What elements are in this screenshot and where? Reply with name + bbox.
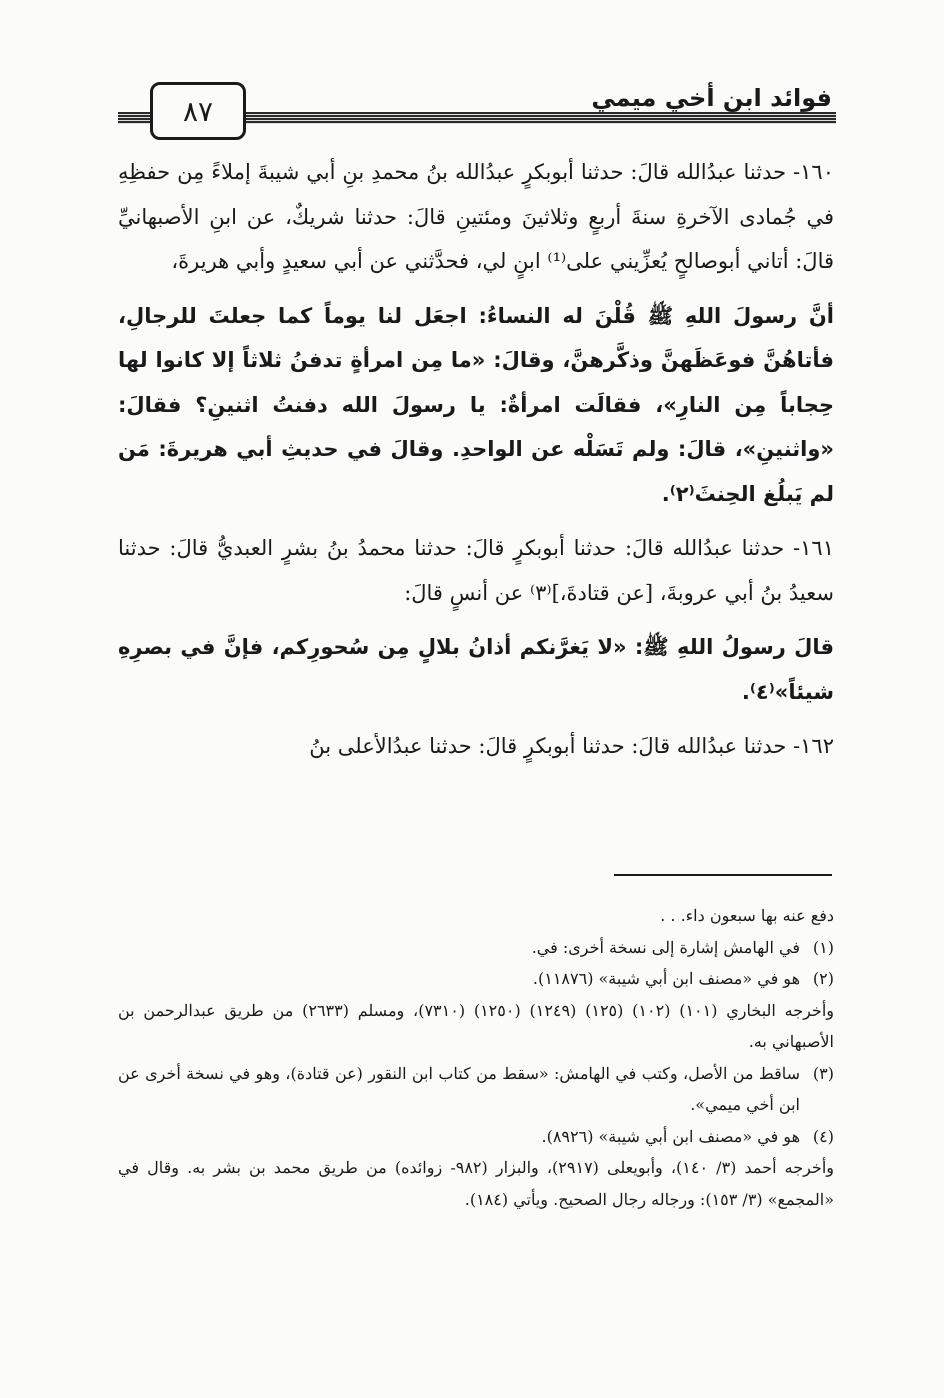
footnote-2-continuation: وأخرجه البخاري (١٠١) (١٠٢) (١٢٥) (١٢٤٩) (١٢٥٠) (٧٣١٠)، ومسلم (٢٦٣٣) من طريق عبدالرحمن بن الأصبهاني به.: [118, 1000, 834, 1051]
footnote-3: [118, 1058, 834, 1121]
footnote-text: ساقط من الأصل، وكتب في الهامش: «سقط من كتاب ابن النقور (عن قتادة)، وهو في نسخة أخرى عن ابن أخي ميمي».: [118, 1063, 800, 1114]
main-text: [118, 150, 834, 769]
footnote-text: هو في «مصنف ابن أبي شيبة» (١١٨٧٦).: [532, 969, 800, 988]
footnote-number: (٤): [812, 1126, 834, 1146]
footnote-text: هو في «مصنف ابن أبي شيبة» (٨٩٢٦).: [541, 1126, 800, 1146]
footnotes: [118, 900, 834, 1215]
running-header-title: فوائد ابن أخي ميمي: [591, 84, 832, 112]
hadith-160-matn: أنَّ رسولَ اللهِ ﷺ قُلْنَ له النساءُ: اجعَل لنا يوماً كما جعلتَ للرجالِ، فأتاهُنَّ فوعَظَهنَّ وذكَّرهنَّ، وقالَ: «ما مِن امرأةٍ تدفنُ ثلاثاً إلا كانوا لها حِجاباً مِن النارِ»، فقالَت امرأةٌ: يا رسولَ الله دفنتُ اثنينِ؟ فقالَ: «واثنينِ»، قالَ: ولم تَسَلْه عن الواحدِ. وقالَ في حديثِ أبي هريرةَ: مَن لم يَبلُغ الحِنثَ⁽٢⁾.: [118, 303, 834, 506]
footnote-1: [118, 932, 834, 964]
footnote-2: [118, 963, 834, 995]
footnote-number: (١): [812, 937, 834, 957]
footnote-number: (٢): [812, 969, 834, 988]
hadith-160-isnad: ١٦٠- حدثنا عبدُالله قالَ: حدثنا أبوبكرٍ عبدُالله بنُ محمدِ بنِ أبي شيبةَ إملاءً مِن حفظِهِ في جُمادى الآخرةِ سنةَ أربعٍ وثلاثينَ ومئتينِ قالَ: حدثنا شريكٌ، عن ابنِ الأصبهانيِّ قالَ: أتاني أبوصالحٍ يُعزِّيني على⁽¹⁾ ابنٍ لي، فحدَّثني عن أبي سعيدٍ وأبي هريرةَ،: [118, 160, 834, 273]
footnote-4: [118, 1121, 834, 1153]
page-number: ٨٧: [182, 94, 214, 128]
hadith-161-isnad: ١٦١- حدثنا عبدُالله قالَ: حدثنا أبوبكرٍ قالَ: حدثنا محمدُ بنُ بشرٍ العبديُّ قالَ: حدثنا سعيدُ بنُ أبي عروبةَ، [عن قتادةَ،]⁽٣⁾ عن أنسٍ قالَ:: [118, 536, 834, 605]
hadith-162-isnad: ١٦٢- حدثنا عبدُالله قالَ: حدثنا أبوبكرٍ قالَ: حدثنا عبدُالأعلى بنُ: [309, 734, 834, 758]
footnote-number: (٣): [812, 1063, 834, 1083]
footnote-separator: [614, 874, 832, 876]
page-number-box: [150, 82, 246, 140]
footnote-carryover: دفع عنه بها سبعون داء. . .: [660, 906, 834, 925]
hadith-161-matn: قالَ رسولُ اللهِ ﷺ: «لا يَغرَّنكم أذانُ بلالٍ مِن سُحورِكم، فإنَّ في بصرِهِ شيئاً»⁽٤⁾.: [118, 635, 834, 704]
footnote-text: في الهامش إشارة إلى نسخة أخرى: في.: [531, 937, 800, 957]
footnote-4-continuation: وأخرجه أحمد (٣/ ١٤٠)، وأبويعلى (٢٩١٧)، والبزار (٩٨٢- زوائده) من طريق محمد بن بشر به. وقال في «المجمع» (٣/ ١٥٣): ورجاله رجال الصحيح. ويأتي (١٨٤).: [118, 1158, 834, 1209]
